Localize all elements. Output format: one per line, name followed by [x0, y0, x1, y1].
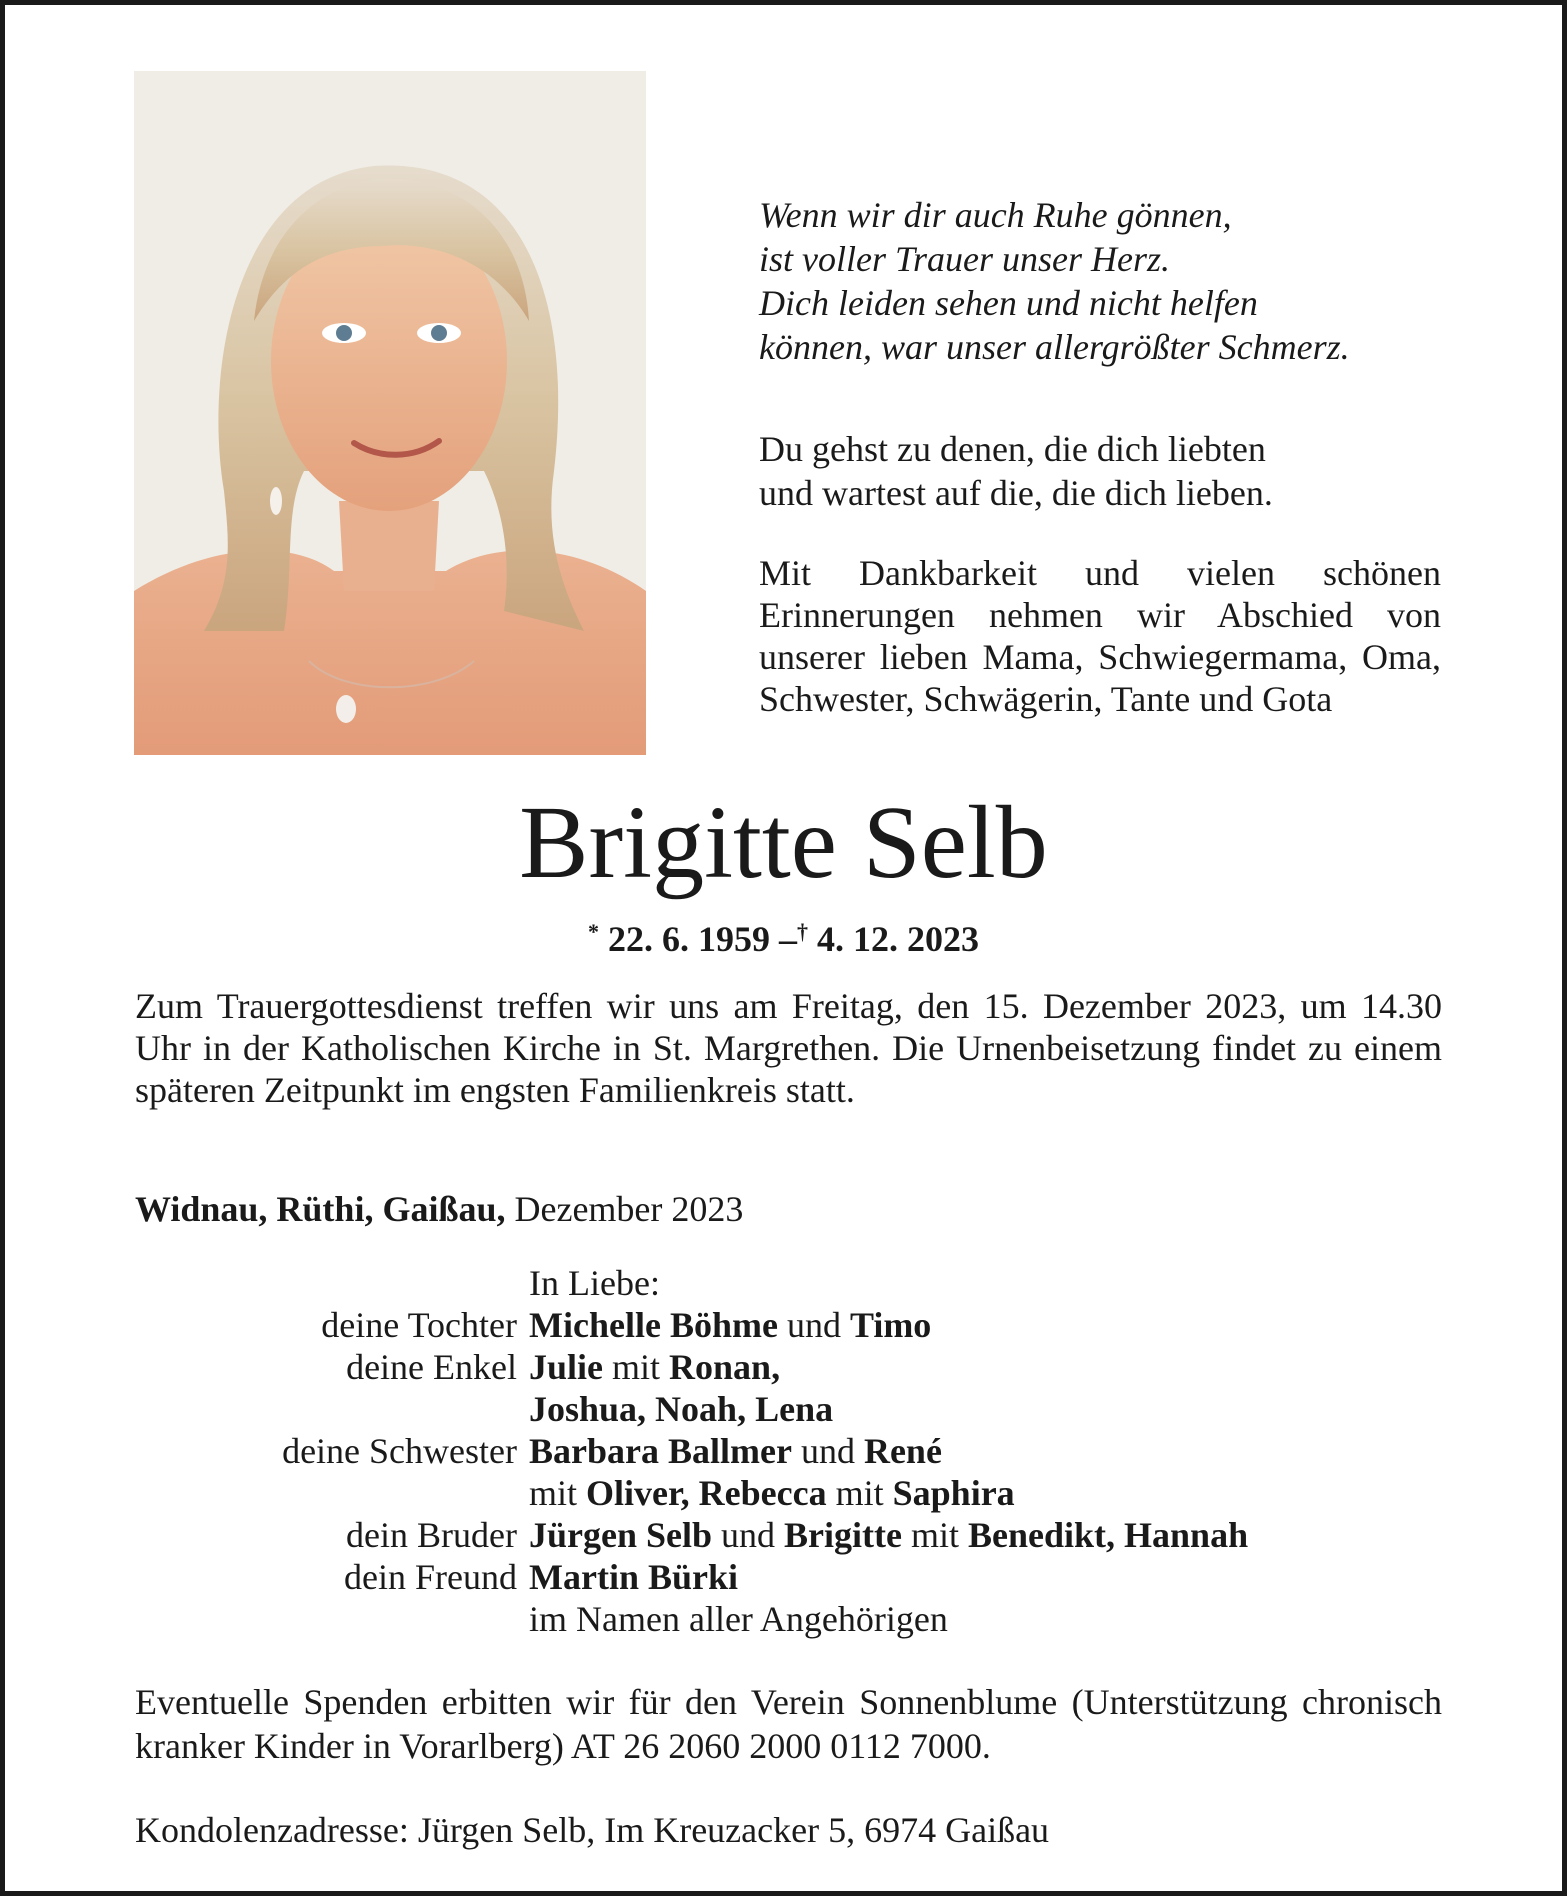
- mourner-connector: und: [786, 1305, 841, 1345]
- mourner-role: [135, 1472, 529, 1514]
- mourner-names: [529, 1388, 833, 1430]
- mourner-role: deine Enkel: [346, 1347, 517, 1387]
- place-and-date: [135, 1187, 1135, 1231]
- mourner-row: [135, 1346, 1455, 1388]
- quote-line: Du gehst zu denen, die dich liebten: [759, 429, 1266, 469]
- place-towns: Widnau, Rüthi, Gaißau,: [135, 1189, 506, 1229]
- mourner-connector: mit: [612, 1347, 661, 1387]
- second-quote: [759, 427, 1439, 515]
- verse-line: Dich leiden sehen und nicht helfen: [759, 283, 1258, 323]
- mourner-connector: und: [721, 1515, 776, 1555]
- mourners-list: [135, 1262, 1455, 1640]
- death-symbol: †: [797, 919, 808, 944]
- mourner-row: [135, 1388, 1455, 1430]
- mourner-names: [529, 1472, 1015, 1514]
- mourner-row: [135, 1472, 1455, 1514]
- portrait-image: [134, 71, 646, 755]
- verse-line: Wenn wir dir auch Ruhe gönnen,: [759, 195, 1232, 235]
- mourner-name: Barbara Ballmer: [529, 1431, 792, 1471]
- birth-symbol: *: [588, 919, 599, 944]
- mourner-role: [135, 1388, 529, 1430]
- mourner-connector: mit: [529, 1473, 578, 1513]
- mourners-intro: In Liebe:: [529, 1263, 660, 1303]
- mourner-name: Joshua, Noah, Lena: [529, 1389, 834, 1429]
- birth-date: 22. 6. 1959: [608, 919, 770, 959]
- mourner-role: deine Tochter: [321, 1305, 517, 1345]
- mourner-name: Jürgen Selb: [529, 1515, 713, 1555]
- mourner-name: Ronan,: [669, 1347, 781, 1387]
- mourner-names: [529, 1556, 738, 1598]
- mourner-connector: und: [800, 1431, 855, 1471]
- mourner-name: Timo: [849, 1305, 932, 1345]
- mourner-names: [529, 1598, 948, 1640]
- mourner-name: René: [863, 1431, 942, 1471]
- mourners-intro-row: [135, 1262, 1455, 1304]
- mourner-role: dein Bruder: [346, 1515, 517, 1555]
- mourner-rows: [135, 1304, 1455, 1640]
- mourner-connector: im Namen aller Angehörigen: [529, 1599, 948, 1639]
- funeral-service-text: Zum Trauergottesdienst treffen wir uns am Freitag, den 15. Dezember 2023, um 14.30 Uhr in der Katholischen Kirche in St. Margrethen. Die Urnenbeisetzung findet zu einem späteren Zeitpunkt im engsten Familienkreis statt.: [135, 986, 1442, 1110]
- mourner-row: [135, 1514, 1455, 1556]
- mourner-connector: mit: [835, 1473, 884, 1513]
- mourner-name: Julie: [529, 1347, 604, 1387]
- portrait-photo: [134, 71, 646, 755]
- mourner-row: [135, 1556, 1455, 1598]
- farewell-text: Mit Dankbarkeit und vielen schönen Erinnerungen nehmen wir Abschied von unserer lieben Mama, Schwiegermama, Oma, Schwester, Schwägerin, Tante und Gota: [759, 553, 1441, 719]
- death-date: 4. 12. 2023: [817, 919, 979, 959]
- mourner-role: deine Schwester: [282, 1431, 517, 1471]
- mourner-role: [135, 1598, 529, 1640]
- mourner-name: Benedikt, Hannah: [968, 1515, 1249, 1555]
- mourner-names: [529, 1346, 780, 1388]
- mourner-row: [135, 1304, 1455, 1346]
- mourner-name: Michelle Böhme: [529, 1305, 778, 1345]
- verse-poem: [759, 193, 1439, 369]
- verse-line: ist voller Trauer unser Herz.: [759, 239, 1171, 279]
- date-separator: –: [779, 919, 797, 959]
- mourner-row: [135, 1598, 1455, 1640]
- mourner-role: dein Freund: [344, 1557, 517, 1597]
- condolence-address: Kondolenzadresse: Jürgen Selb, Im Kreuzacker 5, 6974 Gaißau: [135, 1810, 1050, 1850]
- mourner-names: [529, 1304, 931, 1346]
- quote-line: und wartest auf die, die dich lieben.: [759, 473, 1273, 513]
- mourner-connector: mit: [910, 1515, 959, 1555]
- donation-text: Eventuelle Spenden erbitten wir für den Verein Sonnenblume (Unterstützung chronisch kranker Kinder in Vorarlberg) AT 26 2060 2000 0112 7000.: [135, 1682, 1442, 1766]
- mourner-name: Brigitte: [784, 1515, 902, 1555]
- place-date: Dezember 2023: [514, 1189, 744, 1229]
- mourner-row: [135, 1430, 1455, 1472]
- mourner-name: Saphira: [892, 1473, 1015, 1513]
- mourner-name: Martin Bürki: [529, 1557, 739, 1597]
- mourner-names: [529, 1514, 1248, 1556]
- verse-line: können, war unser allergrößter Schmerz.: [759, 327, 1350, 367]
- deceased-name: Brigitte Selb: [519, 785, 1048, 900]
- mourner-names: [529, 1430, 942, 1472]
- life-dates: [5, 910, 1562, 961]
- mourner-name: Oliver, Rebecca: [586, 1473, 827, 1513]
